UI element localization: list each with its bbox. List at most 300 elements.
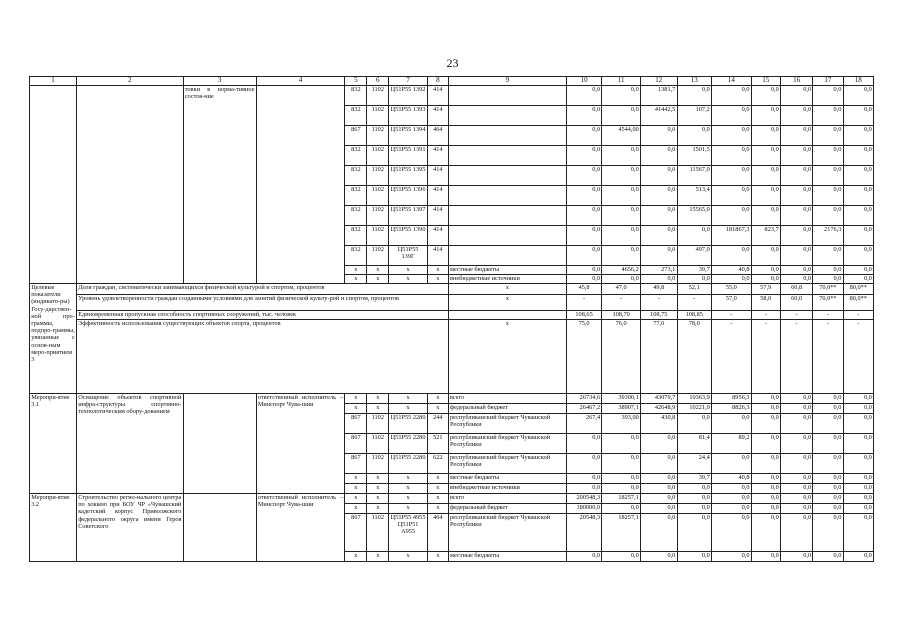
year-value: 0,0 [813, 504, 843, 514]
year-value: 0,0 [843, 275, 873, 284]
budget-admin-code: x [345, 552, 367, 562]
year-value: 0,0 [711, 494, 751, 504]
target-item-code: x [389, 266, 428, 275]
year-value: 0,0 [780, 186, 812, 206]
indicator-value: - [843, 320, 873, 394]
year-value: 0,0 [751, 454, 780, 474]
year-value: 0,0 [813, 434, 843, 454]
year-value: 0,0 [843, 434, 873, 454]
year-value: 0,0 [780, 414, 812, 434]
expense-type-code: 414 [427, 206, 448, 226]
column-header-9: 9 [448, 77, 566, 86]
indicator-value: 108,70 [602, 311, 641, 320]
event-3-1-executor: ответственный исполнитель – Минспорт Чува-шии [256, 394, 345, 494]
funding-source: местные бюджеты [448, 266, 566, 275]
section-code: x [367, 494, 389, 504]
section-code: x [367, 266, 389, 275]
indicator-value: 60,8 [780, 284, 812, 295]
year-value: 0,0 [780, 394, 812, 404]
year-value: 26734,6 [566, 394, 602, 404]
year-value: 0,0 [813, 206, 843, 226]
table-row [30, 394, 874, 404]
executor-cell [256, 86, 345, 284]
year-value: 0,0 [813, 126, 843, 146]
section-code: 1102 [367, 246, 389, 266]
indicator-value: - [813, 320, 843, 394]
expense-type-code: 414 [427, 146, 448, 166]
target-item-code: Ц51Р55 1390 [389, 226, 428, 246]
budget-admin-code: 867 [345, 414, 367, 434]
year-value: 20548,3 [566, 514, 602, 552]
column-header-8: 8 [427, 77, 448, 86]
indicator-value: 108,65 [566, 311, 602, 320]
year-value: 0,0 [780, 206, 812, 226]
target-item-code: x [389, 484, 428, 494]
column-header-13: 13 [677, 77, 711, 86]
budget-admin-code: x [345, 504, 367, 514]
indicator-source [448, 311, 566, 320]
column-header-2: 2 [77, 77, 184, 86]
year-value: 0,0 [602, 552, 641, 562]
year-value: 0,0 [711, 414, 751, 434]
target-item-code: Ц51Р55 1394 [389, 126, 428, 146]
year-value: 0,0 [780, 86, 812, 106]
column-header-18: 18 [843, 77, 873, 86]
indicator-source: х [448, 320, 566, 394]
year-value: 497,0 [677, 246, 711, 266]
year-value: 0,0 [843, 186, 873, 206]
year-value: 0,0 [711, 206, 751, 226]
year-value: 0,0 [677, 275, 711, 284]
expense-type-code: x [427, 504, 448, 514]
indicator-value: - [677, 295, 711, 311]
indicator-value: - [780, 320, 812, 394]
target-item-code: x [389, 394, 428, 404]
year-value: 0,0 [677, 504, 711, 514]
section-code: 1102 [367, 86, 389, 106]
section-code: 1102 [367, 434, 389, 454]
target-item-code: x [389, 552, 428, 562]
indicator-name: Единовременная пропускная способность спортивных сооружений, тыс. человек [77, 311, 449, 320]
year-value: 0,0 [843, 394, 873, 404]
target-item-code: Ц51Р55 1391 [389, 146, 428, 166]
year-value: 0,0 [677, 494, 711, 504]
year-value: 0,0 [566, 166, 602, 186]
indicator-value: - [602, 295, 641, 311]
indicator-value: 45,8 [566, 284, 602, 295]
year-value: 0,0 [813, 514, 843, 552]
indicator-value: 57,9 [751, 284, 780, 295]
year-value: 0,0 [602, 166, 641, 186]
year-value: 0,0 [711, 146, 751, 166]
table-row [30, 494, 874, 504]
target-item-code: Ц51Р55 2280 [389, 454, 428, 474]
year-value: 513,4 [677, 186, 711, 206]
year-value: 0,0 [751, 474, 780, 484]
event-3-2-label: Меропри-ятие 3.2 [30, 494, 77, 562]
expense-type-code: x [427, 266, 448, 275]
year-value: 0,0 [640, 226, 677, 246]
year-value: 0,0 [640, 514, 677, 552]
year-value: 40,8 [711, 266, 751, 275]
expense-type-code: x [427, 552, 448, 562]
indicator-value: 108,85 [677, 311, 711, 320]
column-header-1: 1 [30, 77, 77, 86]
year-value: 0,0 [813, 454, 843, 474]
expense-type-code: x [427, 484, 448, 494]
expense-type-code: x [427, 394, 448, 404]
year-value: 0,0 [813, 404, 843, 414]
budget-admin-code: 832 [345, 246, 367, 266]
year-value: 0,0 [780, 275, 812, 284]
year-value: 0,0 [813, 474, 843, 484]
expense-type-code: x [427, 275, 448, 284]
year-value: 24,4 [677, 454, 711, 474]
funding-source [448, 246, 566, 266]
column-header-16: 16 [780, 77, 812, 86]
year-value: 0,0 [640, 126, 677, 146]
section-code: x [367, 394, 389, 404]
target-item-code: x [389, 404, 428, 414]
year-value: 430,8 [640, 414, 677, 434]
year-value: 0,0 [751, 484, 780, 494]
indicator-value: - [640, 295, 677, 311]
year-value: 11567,0 [677, 166, 711, 186]
year-value: 0,0 [813, 246, 843, 266]
year-value: 39,7 [677, 474, 711, 484]
funding-source: республиканский бюджет Чувашской Республики [448, 414, 566, 434]
indicator-value: 55,0 [711, 284, 751, 295]
year-value: 0,0 [751, 275, 780, 284]
year-value: 0,0 [711, 106, 751, 126]
year-value: 0,0 [843, 246, 873, 266]
year-value: 0,0 [602, 206, 641, 226]
indicator-value: 47,0 [602, 284, 641, 295]
expense-type-code: 244 [427, 414, 448, 434]
expense-type-code: 414 [427, 226, 448, 246]
year-value: 18257,1 [602, 494, 641, 504]
budget-table [29, 76, 874, 562]
indicator-value: - [711, 311, 751, 320]
year-value: 0,0 [640, 246, 677, 266]
year-value: 18257,1 [602, 514, 641, 552]
target-item-code: Ц51Р55 1395 [389, 166, 428, 186]
year-value: 0,0 [711, 484, 751, 494]
year-value: 0,0 [640, 166, 677, 186]
year-value: 0,0 [711, 186, 751, 206]
year-value: 0,0 [566, 454, 602, 474]
column-header-5: 5 [345, 77, 367, 86]
year-value: 0,0 [751, 126, 780, 146]
year-value: 0,0 [780, 166, 812, 186]
year-value: 0,0 [751, 186, 780, 206]
indicator-value: 80,0** [843, 295, 873, 311]
event-3-2-executor: ответственный исполнитель – Минспорт Чува-шии [256, 494, 345, 562]
indicator-value: 78,0 [677, 320, 711, 394]
year-value: 0,0 [751, 394, 780, 404]
year-value: 0,0 [751, 404, 780, 414]
year-value: 0,0 [602, 106, 641, 126]
year-value: 0,0 [677, 86, 711, 106]
event-3-1-name: Оснащение объектов спортивной инфра-структуры спортивно-технологическим обору-дованием [77, 394, 184, 494]
year-value: 40,8 [711, 474, 751, 484]
indicator-row [30, 320, 874, 394]
budget-admin-code: x [345, 484, 367, 494]
indicator-row [30, 284, 874, 295]
year-value: 0,0 [813, 166, 843, 186]
year-value: 0,0 [711, 246, 751, 266]
year-value: 0,0 [711, 86, 751, 106]
year-value: 0,0 [711, 514, 751, 552]
year-value: 0,0 [780, 226, 812, 246]
year-value: 0,0 [843, 414, 873, 434]
expense-type-code: 414 [427, 166, 448, 186]
year-value: 0,0 [843, 86, 873, 106]
year-value: 0,0 [780, 504, 812, 514]
funding-source: местные бюджеты [448, 474, 566, 484]
page-number: 23 [446, 56, 459, 70]
year-value: 0,0 [640, 504, 677, 514]
funding-source: федеральный бюджет [448, 504, 566, 514]
year-value: 0,0 [813, 484, 843, 494]
year-value: 0,0 [843, 494, 873, 504]
year-value: 0,0 [640, 552, 677, 562]
indicator-value: - [751, 320, 780, 394]
year-value: 0,0 [711, 126, 751, 146]
target-item-code: Ц51Р55 2280 [389, 414, 428, 434]
year-value: 0,0 [711, 166, 751, 186]
year-value: 0,0 [640, 275, 677, 284]
indicator-value: 75,0 [566, 320, 602, 394]
budget-admin-code: 867 [345, 454, 367, 474]
year-value: 823,7 [751, 226, 780, 246]
indicator-name: Доля граждан, систематически занимающихся физической культурой и спортом, процентов [77, 284, 449, 295]
budget-admin-code: 832 [345, 206, 367, 226]
year-value: 8826,3 [711, 404, 751, 414]
event-3-2-name: Строительство регио-нального центра по хоккею при БОУ ЧР «Чувашский кадетский корпус Приволжского федерального округа имени Героя Советского [77, 494, 184, 562]
year-value: 0,0 [780, 146, 812, 166]
column-header-11: 11 [602, 77, 641, 86]
year-value: 0,0 [566, 226, 602, 246]
column-header-3: 3 [183, 77, 256, 86]
year-value: 42648,9 [640, 404, 677, 414]
year-value: 0,0 [843, 504, 873, 514]
year-value: 0,0 [640, 206, 677, 226]
year-value: 0,0 [751, 86, 780, 106]
funding-source: всего [448, 394, 566, 404]
indicators-label: Целевые показатели (индикато-ры) Госу-дарствен-ной про-граммы, подпро-граммы, увязанные с основ-ным меро-приятием 3 [30, 284, 77, 394]
indicator-value: 108,75 [640, 311, 677, 320]
year-value: 0,0 [780, 434, 812, 454]
indicator-source: х [448, 295, 566, 311]
year-value: 0,0 [677, 226, 711, 246]
year-value: 0,0 [780, 246, 812, 266]
year-value: 200548,3 [566, 494, 602, 504]
expense-type-code: 414 [427, 86, 448, 106]
budget-admin-code: x [345, 266, 367, 275]
year-value: 0,0 [566, 474, 602, 484]
year-value: 0,0 [780, 454, 812, 474]
year-value: 0,0 [780, 106, 812, 126]
year-value: 0,0 [602, 186, 641, 206]
year-value: 0,0 [751, 514, 780, 552]
year-value: 0,0 [813, 106, 843, 126]
year-value: 0,0 [566, 186, 602, 206]
budget-admin-code: x [345, 494, 367, 504]
budget-admin-code: x [345, 275, 367, 284]
year-value: 0,0 [813, 552, 843, 562]
year-value: 10363,9 [677, 394, 711, 404]
section-code: 1102 [367, 126, 389, 146]
column-header-10: 10 [566, 77, 602, 86]
indicator-value: 52,1 [677, 284, 711, 295]
year-value: 0,0 [751, 166, 780, 186]
year-value: 273,1 [640, 266, 677, 275]
year-value: 0,0 [843, 404, 873, 414]
year-value: 0,0 [566, 275, 602, 284]
year-value: 267,4 [566, 414, 602, 434]
indicator-value: - [751, 311, 780, 320]
budget-admin-code: 832 [345, 186, 367, 206]
year-value: 0,0 [843, 552, 873, 562]
section-code: x [367, 474, 389, 484]
year-value: 0,0 [813, 186, 843, 206]
year-value: 26467,2 [566, 404, 602, 414]
funding-source: местные бюджеты [448, 552, 566, 562]
year-value: 15565,0 [677, 206, 711, 226]
funding-source [448, 226, 566, 246]
year-value: 0,0 [566, 246, 602, 266]
year-value: 0,0 [780, 484, 812, 494]
budget-admin-code: 867 [345, 434, 367, 454]
section-code: x [367, 504, 389, 514]
year-value: 0,0 [843, 474, 873, 484]
event-name-cell [77, 86, 184, 284]
event-3-2-goal [183, 494, 256, 562]
year-value: 0,0 [566, 86, 602, 106]
section-code: x [367, 552, 389, 562]
section-code: 1102 [367, 206, 389, 226]
year-value: 81,4 [677, 434, 711, 454]
column-header-15: 15 [751, 77, 780, 86]
year-value: 0,0 [566, 206, 602, 226]
indicator-value: 80,0** [843, 284, 873, 295]
year-value: 0,0 [566, 266, 602, 275]
section-code: x [367, 275, 389, 284]
year-value: 0,0 [843, 484, 873, 494]
year-value: 0,0 [843, 146, 873, 166]
year-value: 0,0 [843, 126, 873, 146]
year-value: 0,0 [751, 146, 780, 166]
event-3-1-label: Меропри-ятие 3.1 [30, 394, 77, 494]
year-value: 0,0 [843, 106, 873, 126]
year-value: 38907,1 [602, 404, 641, 414]
year-value: 0,0 [780, 514, 812, 552]
indicator-value: 57,0 [711, 295, 751, 311]
year-value: 0,0 [566, 552, 602, 562]
funding-source [448, 106, 566, 126]
funding-source: внебюджетные источники [448, 275, 566, 284]
budget-admin-code: x [345, 394, 367, 404]
section-code: 1102 [367, 514, 389, 552]
section-code: 1102 [367, 454, 389, 474]
year-value: 107,2 [677, 106, 711, 126]
year-value: 0,0 [566, 484, 602, 494]
indicator-value: - [711, 320, 751, 394]
year-value: 0,0 [780, 494, 812, 504]
year-value: 0,0 [602, 454, 641, 474]
expense-type-code: 414 [427, 186, 448, 206]
target-item-code: Ц51Р55 1397 [389, 206, 428, 226]
event-label-cell [30, 86, 77, 284]
column-header-17: 17 [813, 77, 843, 86]
indicator-value: 76,0 [602, 320, 641, 394]
column-header-row [30, 77, 874, 86]
year-value: 0,0 [602, 146, 641, 166]
funding-source [448, 86, 566, 106]
budget-admin-code: 832 [345, 106, 367, 126]
event-3-1-goal [183, 394, 256, 494]
year-value: 0,0 [602, 474, 641, 484]
year-value: 1501,5 [677, 146, 711, 166]
year-value: 393,00 [602, 414, 641, 434]
budget-admin-code: 832 [345, 166, 367, 186]
budget-admin-code: x [345, 474, 367, 484]
year-value: 0,0 [566, 434, 602, 454]
expense-type-code: 464 [427, 514, 448, 552]
target-item-code: Ц51Р55 2280 [389, 434, 428, 454]
year-value: 0,0 [711, 504, 751, 514]
funding-source [448, 186, 566, 206]
target-item-code: Ц51Р55 4955 Ц51Р51 А955 [389, 514, 428, 552]
year-value: 0,0 [602, 86, 641, 106]
year-value: 0,0 [813, 146, 843, 166]
year-value: 0,0 [843, 226, 873, 246]
event-goal-text: товки в норма-тивное состоя-ние [183, 86, 256, 284]
year-value: 0,0 [813, 414, 843, 434]
year-value: 0,0 [566, 146, 602, 166]
year-value: 0,0 [813, 494, 843, 504]
indicator-name: Эффективность использования существующих объектов спорта, процентов [77, 320, 449, 394]
year-value: 4656,2 [602, 266, 641, 275]
funding-source: республиканский бюджет Чувашской Республики [448, 454, 566, 474]
indicator-value: - [813, 311, 843, 320]
section-code: x [367, 484, 389, 494]
expense-type-code: 414 [427, 246, 448, 266]
budget-admin-code: 832 [345, 226, 367, 246]
year-value: 0,0 [751, 414, 780, 434]
year-value: 0,0 [602, 434, 641, 454]
year-value: 0,0 [780, 404, 812, 414]
section-code: 1102 [367, 186, 389, 206]
expense-type-code: 622 [427, 454, 448, 474]
year-value: 0,0 [780, 266, 812, 275]
year-value: 0,0 [677, 514, 711, 552]
year-value: 0,0 [813, 275, 843, 284]
year-value: 0,0 [751, 206, 780, 226]
year-value: 0,0 [751, 106, 780, 126]
year-value: 41442,5 [640, 106, 677, 126]
indicator-value: - [843, 311, 873, 320]
year-value: 39300,1 [602, 394, 641, 404]
indicator-value: - [780, 311, 812, 320]
year-value: 0,0 [602, 246, 641, 266]
indicator-name: Уровень удовлетворенности граждан созданными условиями для занятий физической культу-рой и спортом, процентов [77, 295, 449, 311]
year-value: 0,0 [843, 454, 873, 474]
indicator-value: 60,0 [780, 295, 812, 311]
indicator-value: 70,0** [813, 295, 843, 311]
indicator-value: - [566, 295, 602, 311]
